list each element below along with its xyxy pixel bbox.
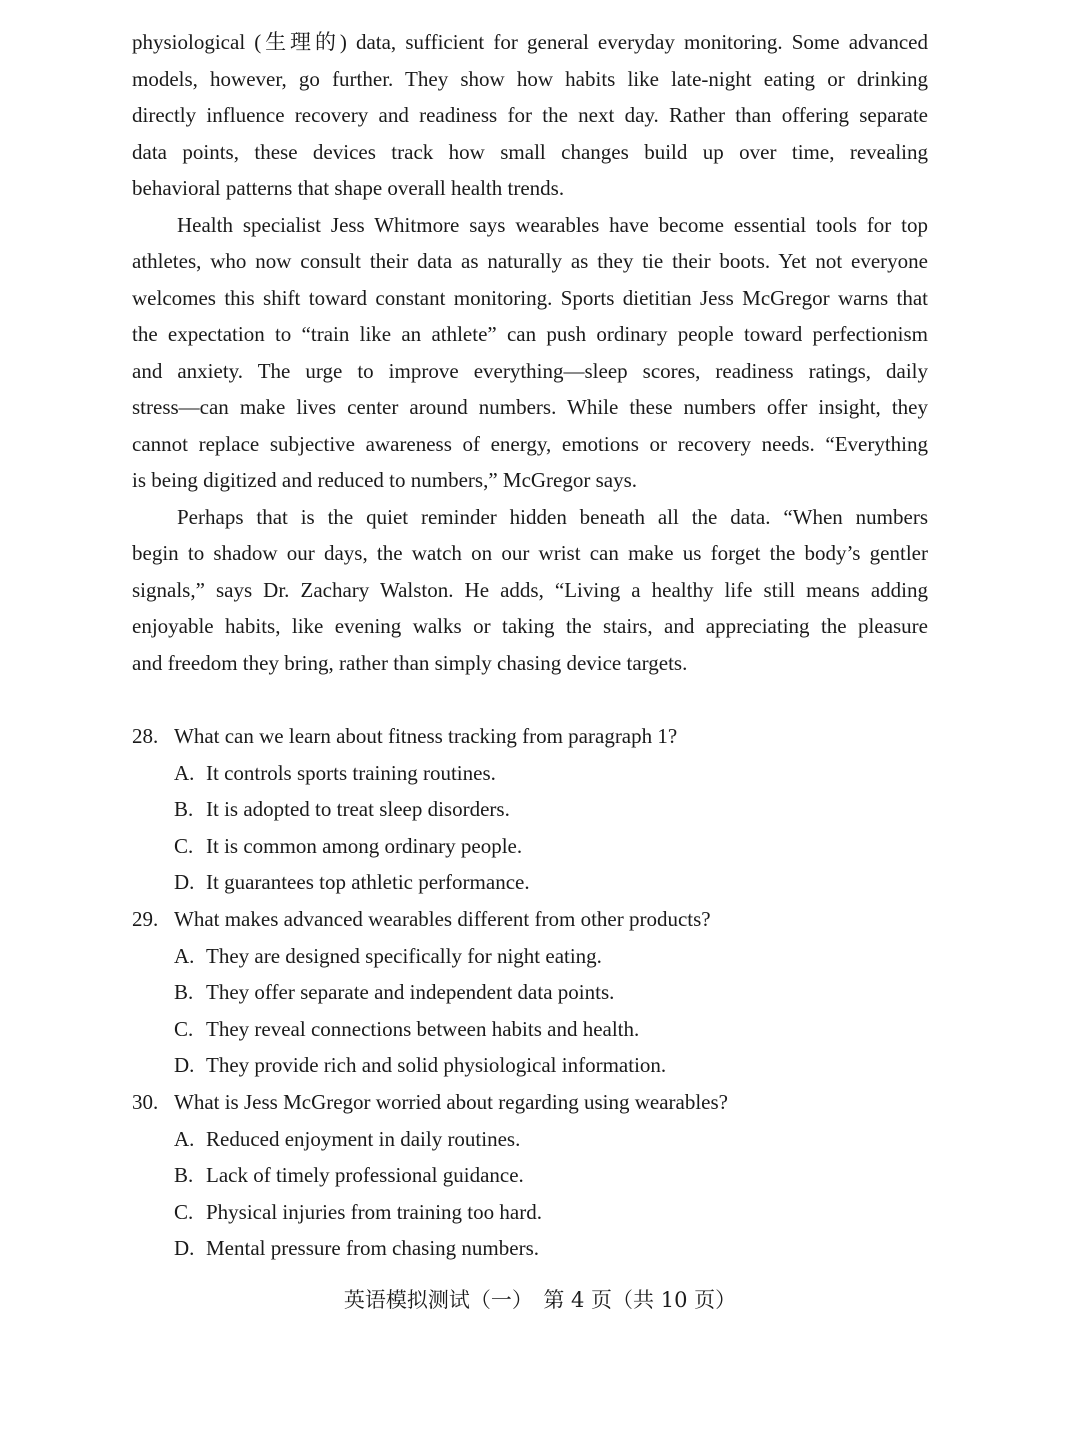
option-letter: A. [174, 1126, 195, 1151]
option-text: They offer separate and independent data points. [206, 980, 615, 1005]
question-text: What makes advanced wearables different from other products? [174, 907, 711, 931]
passage-line: models, however, go further. They show how habits like late-night eating or drinking [132, 66, 928, 91]
question-stem [132, 721, 677, 751]
option-letter: C. [174, 1016, 194, 1041]
option-letter: C. [174, 833, 194, 858]
option-letter: B. [174, 797, 194, 822]
passage-line: Perhaps that is the quiet reminder hidden beneath all the data. “When numbers [177, 504, 928, 529]
option-text: They provide rich and solid physiological information. [206, 1053, 667, 1078]
answer-option [174, 941, 602, 971]
answer-option [174, 867, 530, 897]
option-letter: A. [174, 943, 195, 968]
question-number: 30. [132, 1090, 159, 1114]
option-text: It controls sports training routines. [206, 760, 496, 785]
option-letter: C. [174, 1199, 194, 1224]
answer-option [174, 1050, 666, 1080]
option-text: They are designed specifically for night eating. [206, 943, 602, 968]
question-number: 29. [132, 907, 159, 931]
passage-line: is being digitized and reduced to numbers,” McGregor says. [132, 468, 638, 492]
passage-line: begin to shadow our days, the watch on our wrist can make us forget the body’s gentler [132, 541, 928, 565]
question-stem [132, 904, 711, 934]
option-text: They reveal connections between habits and health. [206, 1016, 640, 1041]
passage-line: welcomes this shift toward constant monitoring. Sports dietitian Jess McGregor warns that [132, 285, 928, 310]
option-text: Mental pressure from chasing numbers. [206, 1236, 539, 1261]
question-stem [132, 1087, 728, 1117]
question-number: 28. [132, 724, 159, 748]
question-text: What is Jess McGregor worried about regarding using wearables? [174, 1090, 728, 1114]
answer-option [174, 1124, 520, 1154]
passage-line: stress—can make lives center around numbers. While these numbers offer insight, they [132, 395, 928, 419]
option-text: Physical injuries from training too hard. [206, 1199, 542, 1224]
answer-option [174, 1197, 542, 1227]
option-letter: B. [174, 1163, 194, 1188]
passage-line: Health specialist Jess Whitmore says wearables have become essential tools for top [177, 212, 928, 237]
option-letter: D. [174, 1053, 195, 1078]
option-text: Lack of timely professional guidance. [206, 1163, 524, 1188]
option-text: It guarantees top athletic performance. [206, 870, 530, 895]
option-text: It is adopted to treat sleep disorders. [206, 797, 510, 822]
answer-option [174, 1014, 639, 1044]
answer-option [174, 758, 496, 788]
passage-line: data points, these devices track how small changes build up over time, revealing [132, 139, 928, 164]
option-letter: A. [174, 760, 195, 785]
passage-line: directly influence recovery and readiness for the next day. Rather than offering separate [132, 103, 928, 127]
option-text: Reduced enjoyment in daily routines. [206, 1126, 521, 1151]
answer-option [174, 1160, 524, 1190]
passage-line: and freedom they bring, rather than simply chasing device targets. [132, 650, 688, 675]
option-letter: B. [174, 980, 194, 1005]
passage-line: and anxiety. The urge to improve everything—sleep scores, readiness ratings, daily [132, 358, 928, 383]
passage-line: physiological (生理的) data, sufficient for general everyday monitoring. Some advanced [132, 30, 928, 54]
passage-line: athletes, who now consult their data as naturally as they tie their boots. Yet not everyone [132, 249, 928, 273]
passage-line: signals,” says Dr. Zachary Walston. He adds, “Living a healthy life still means adding [132, 577, 928, 602]
answer-option [174, 1233, 539, 1263]
option-text: It is common among ordinary people. [206, 833, 523, 858]
page-footer: 英语模拟测试（一） 第 4 页（共 10 页） [343, 1288, 737, 1312]
option-letter: D. [174, 870, 195, 895]
passage-line: cannot replace subjective awareness of energy, emotions or recovery needs. “Everything [132, 431, 928, 456]
question-text: What can we learn about fitness tracking from paragraph 1? [174, 724, 678, 748]
answer-option [174, 977, 614, 1007]
answer-option [174, 794, 510, 824]
passage-line: enjoyable habits, like evening walks or taking the stairs, and appreciating the pleasure [132, 614, 928, 638]
passage-line: the expectation to “train like an athlete” can push ordinary people toward perfectionism [132, 322, 928, 346]
answer-option [174, 831, 522, 861]
option-letter: D. [174, 1236, 195, 1261]
passage-line: behavioral patterns that shape overall health trends. [132, 176, 565, 200]
